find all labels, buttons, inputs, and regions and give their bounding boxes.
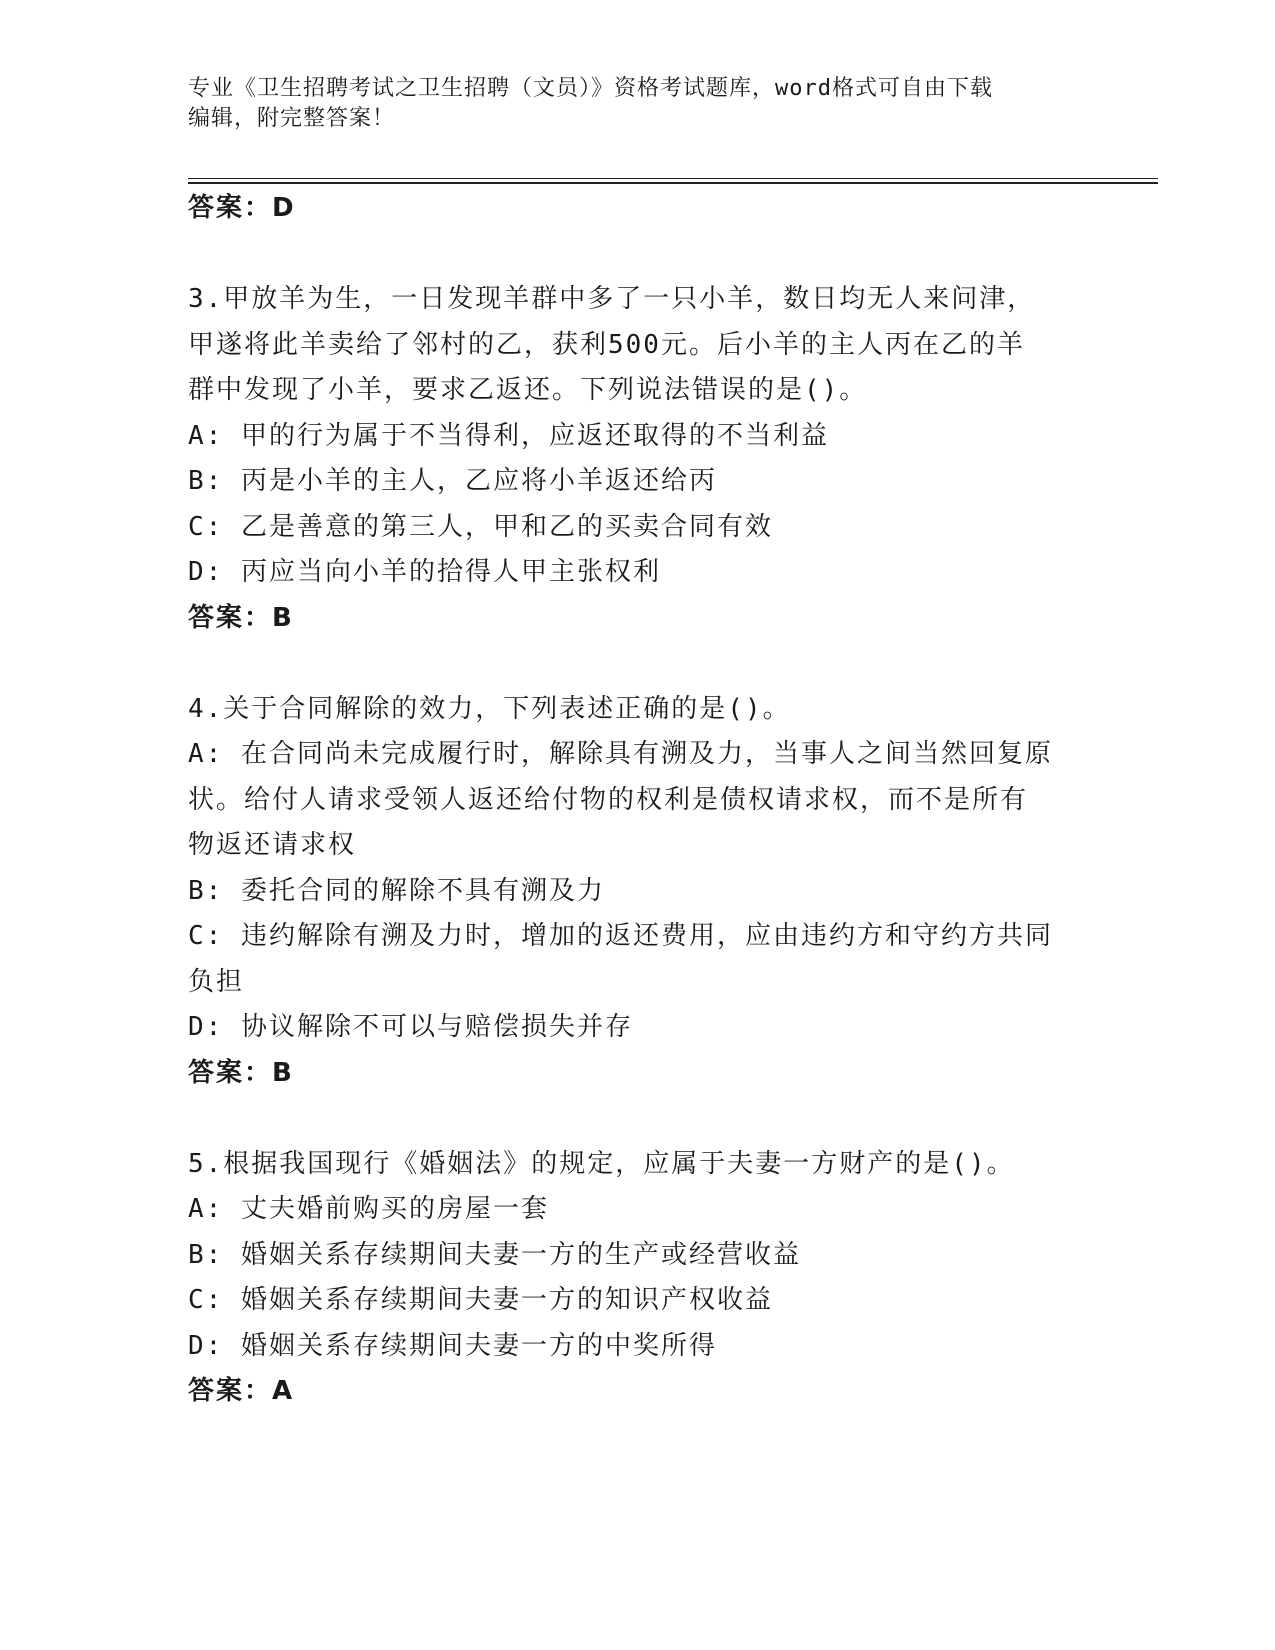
- answer-prev: 答案：D: [188, 193, 296, 223]
- q5-option-d: D: 婚姻关系存续期间夫妻一方的中奖所得: [188, 1330, 717, 1361]
- header-line-2: 编辑，附完整答案！: [188, 106, 396, 131]
- q3-option-b: B: 丙是小羊的主人，乙应将小羊返还给丙: [188, 466, 717, 496]
- q3-stem-line-3: 群中发现了小羊，要求乙返还。下列说法错误的是()。: [188, 375, 868, 405]
- q5-option-a: A: 丈夫婚前购买的房屋一套: [188, 1194, 549, 1224]
- header-divider-thick: [188, 182, 1158, 184]
- question-4: [188, 687, 1088, 1097]
- spacer: [188, 641, 1088, 687]
- q4-option-c-line-1: C: 违约解除有溯及力时，增加的返还费用，应由违约方和守约方共同: [188, 921, 1053, 951]
- q3-answer: 答案：B: [188, 602, 294, 633]
- q4-option-c-line-2: 负担: [188, 966, 245, 997]
- q5-answer: 答案：A: [188, 1376, 295, 1406]
- spacer: [188, 232, 1088, 278]
- q4-stem-line-1: 4.关于合同解除的效力，下列表述正确的是()。: [188, 693, 791, 724]
- q5-option-b: B: 婚姻关系存续期间夫妻一方的生产或经营收益: [188, 1239, 801, 1270]
- spacer: [188, 1096, 1088, 1142]
- header-line-1: 专业《卫生招聘考试之卫生招聘（文员）》资格考试题库，word格式可自由下载: [188, 76, 993, 101]
- q3-option-c: C: 乙是善意的第三人，甲和乙的买卖合同有效: [188, 511, 773, 542]
- q5-option-c: C: 婚姻关系存续期间夫妻一方的知识产权收益: [188, 1285, 773, 1315]
- header-divider-thin: [188, 178, 1158, 179]
- q4-option-a-line-3: 物返还请求权: [188, 830, 357, 860]
- q3-option-d: D: 丙应当向小羊的拾得人甲主张权利: [188, 557, 661, 587]
- q3-option-a: A: 甲的行为属于不当得利，应返还取得的不当利益: [188, 420, 829, 451]
- q3-stem-line-1: 3.甲放羊为生，一日发现羊群中多了一只小羊，数日均无人来问津，: [188, 284, 1036, 314]
- question-5: [188, 1142, 1088, 1415]
- q4-option-b: B: 委托合同的解除不具有溯及力: [188, 875, 605, 906]
- question-content: [188, 186, 1088, 1415]
- q4-option-a-line-2: 状。给付人请求受领人返还给付物的权利是债权请求权，而不是所有: [188, 784, 1029, 815]
- q4-answer: 答案：B: [188, 1057, 294, 1088]
- q4-option-a-line-1: A: 在合同尚未完成履行时，解除具有溯及力，当事人之间当然回复原: [188, 739, 1053, 769]
- document-header: [188, 74, 1088, 134]
- q3-stem-line-2: 甲遂将此羊卖给了邻村的乙，获利500元。后小羊的主人丙在乙的羊: [188, 329, 1025, 360]
- q4-option-d: D: 协议解除不可以与赔偿损失并存: [188, 1012, 633, 1042]
- q5-stem-line-1: 5.根据我国现行《婚姻法》的规定，应属于夫妻一方财产的是()。: [188, 1148, 1015, 1179]
- question-3: [188, 277, 1088, 641]
